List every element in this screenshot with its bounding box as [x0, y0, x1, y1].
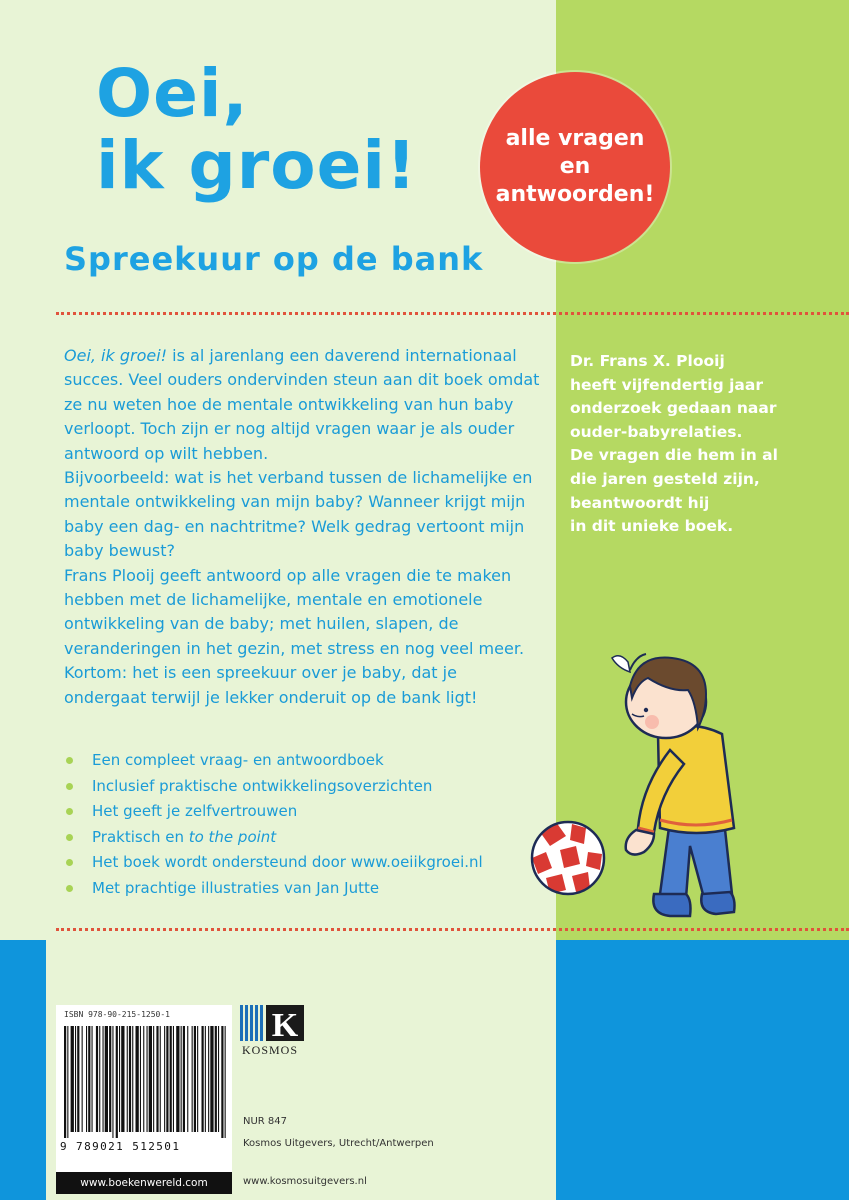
- feature-item: Met prachtige illustraties van Jan Jutte: [66, 876, 483, 902]
- author-line: onderzoek gedaan naar: [570, 399, 777, 418]
- barcode-bar: [166, 1026, 168, 1132]
- barcode-bar: [77, 1026, 79, 1132]
- hand: [626, 830, 654, 855]
- bullet-dot-icon: [66, 834, 73, 841]
- bullet-dot-icon: [66, 859, 73, 866]
- barcode-bar: [149, 1026, 152, 1132]
- nur-code: NUR 847: [243, 1116, 288, 1127]
- barcode-bar: [210, 1026, 213, 1132]
- author-line: in dit unieke boek.: [570, 517, 734, 536]
- barcode-bar: [194, 1026, 196, 1132]
- publisher-url: www.kosmosuitgevers.nl: [243, 1176, 367, 1187]
- barcode-bar: [88, 1026, 90, 1132]
- author-line: De vragen die hem in al: [570, 446, 778, 465]
- barcode-bar: [221, 1026, 223, 1138]
- barcode-bar: [225, 1026, 226, 1138]
- blurb-intro-italic: Oei, ik groei!: [64, 346, 168, 365]
- blurb-text: [64, 344, 544, 710]
- child-with-ball-illustration: [520, 632, 760, 938]
- publisher-imprint: Kosmos Uitgevers, Utrecht/Antwerpen: [243, 1138, 434, 1149]
- book-subtitle: Spreekuur op de bank: [64, 240, 484, 278]
- website-strip: www.boekenwereld.com: [56, 1172, 232, 1194]
- barcode-bar: [156, 1026, 158, 1132]
- barcode-bar: [208, 1026, 209, 1132]
- isbn-text: ISBN 978-90-215-1250-1: [64, 1010, 170, 1019]
- barcode-bar: [127, 1026, 128, 1132]
- barcode-bar: [64, 1026, 66, 1138]
- blurb-intro: is al jarenlang een daverend internationaal succes. Veel ouders ondervinden steun aan dit boek omdat ze nu weten hoe de mentale ontwikkeling van hun baby verloopt. Toch zijn er nog altijd vragen waar je als ouder antwoord op wilt hebben.: [64, 346, 540, 463]
- barcode-bar: [143, 1026, 144, 1132]
- barcode-bar: [164, 1026, 165, 1132]
- barcode-bar: [170, 1026, 172, 1132]
- divider-bottom: [56, 928, 849, 931]
- barcode-bar: [99, 1026, 100, 1132]
- author-line: heeft vijfendertig jaar: [570, 375, 763, 394]
- barcode-bar: [160, 1026, 161, 1132]
- feature-item: Het geeft je zelfvertrouwen: [66, 799, 483, 825]
- badge-text: alle vragen en antwoorden!: [495, 126, 655, 207]
- barcode-bar: [173, 1026, 174, 1132]
- feature-item: Een compleet vraag- en antwoordboek: [66, 748, 483, 774]
- feature-item: Inclusief praktische ontwikkelingsoverzichten: [66, 774, 483, 800]
- barcode-bar: [215, 1026, 217, 1132]
- barcode-bar: [153, 1026, 154, 1132]
- barcode-bar: [109, 1026, 111, 1132]
- bullet-dot-icon: [66, 757, 73, 764]
- barcode-bar: [147, 1026, 148, 1132]
- publisher-name: KOSMOS: [242, 1043, 299, 1057]
- badge-circle: [480, 72, 670, 262]
- author-line: Dr. Frans X. Plooij: [570, 352, 725, 370]
- bullet-dot-icon: [66, 783, 73, 790]
- barcode-bar: [176, 1026, 179, 1132]
- barcode-bar: [105, 1026, 108, 1132]
- bullet-dot-icon: [66, 885, 73, 892]
- barcode-bar: [205, 1026, 206, 1132]
- author-line: beantwoordt hij: [570, 493, 710, 512]
- barcode-bar: [75, 1026, 76, 1132]
- barcode-bar: [136, 1026, 139, 1132]
- author-line: die jaren gesteld zijn,: [570, 469, 760, 488]
- author-line: ouder-babyrelaties.: [570, 422, 743, 441]
- bullet-dot-icon: [66, 808, 73, 815]
- barcode-bar: [67, 1026, 68, 1138]
- feature-item: Het boek wordt ondersteund door www.oeiikgroei.nl: [66, 850, 483, 876]
- logo-letter: K: [271, 1007, 299, 1044]
- barcode-bar: [92, 1026, 93, 1132]
- blurb-paragraph-2: Bijvoorbeeld: wat is het verband tussen de lichamelijke en mentale ontwikkeling van mijn baby? Wanneer krijgt mijn baby een dag- en nachtritme? Welk gedrag vertoont mijn baby bewust?: [64, 468, 533, 561]
- barcode-bar: [121, 1026, 124, 1132]
- barcode-icon: [62, 1026, 228, 1138]
- divider-top: [56, 312, 849, 315]
- ean-number: 9 789021 512501: [60, 1140, 181, 1153]
- feature-item: Praktisch en to the point: [66, 825, 483, 851]
- shoe-right: [701, 892, 734, 914]
- barcode-bar: [116, 1026, 118, 1138]
- barcode-bar: [86, 1026, 87, 1132]
- title-line-1: Oei,: [96, 55, 249, 132]
- barcode-bar: [119, 1026, 120, 1132]
- blurb-paragraph-4: Kortom: het is een spreekuur over je baby, dat je ondergaat terwijl je lekker onderuit op de bank ligt!: [64, 663, 478, 707]
- author-bio: [570, 350, 840, 539]
- barcode-bar: [202, 1026, 204, 1132]
- barcode-bar: [103, 1026, 104, 1132]
- shoe-left: [653, 894, 690, 916]
- barcode-bar: [129, 1026, 131, 1132]
- barcode-bar: [132, 1026, 133, 1132]
- barcode-bar: [96, 1026, 98, 1132]
- barcode-bar: [71, 1026, 74, 1132]
- barcode-bar: [82, 1026, 83, 1132]
- barcode-bar: [181, 1026, 182, 1132]
- barcode-bar: [112, 1026, 113, 1138]
- feature-list: [66, 748, 483, 901]
- blurb-paragraph-3: Frans Plooij geeft antwoord op alle vragen die te maken hebben met de lichamelijke, mentale en emotionele ontwikkeling van de baby; met huilen, slapen, de veranderingen in het gezin, met stress en nog veel meer.: [64, 565, 525, 658]
- barcode-bar: [218, 1026, 219, 1132]
- title-line-2: ik groei!: [96, 127, 418, 204]
- barcode-bar: [187, 1026, 188, 1132]
- book-title: [96, 55, 418, 204]
- barcode-bar: [183, 1026, 185, 1132]
- barcode-bar: [197, 1026, 198, 1132]
- barcode-bar: [192, 1026, 193, 1132]
- barcode-bar: [140, 1026, 141, 1132]
